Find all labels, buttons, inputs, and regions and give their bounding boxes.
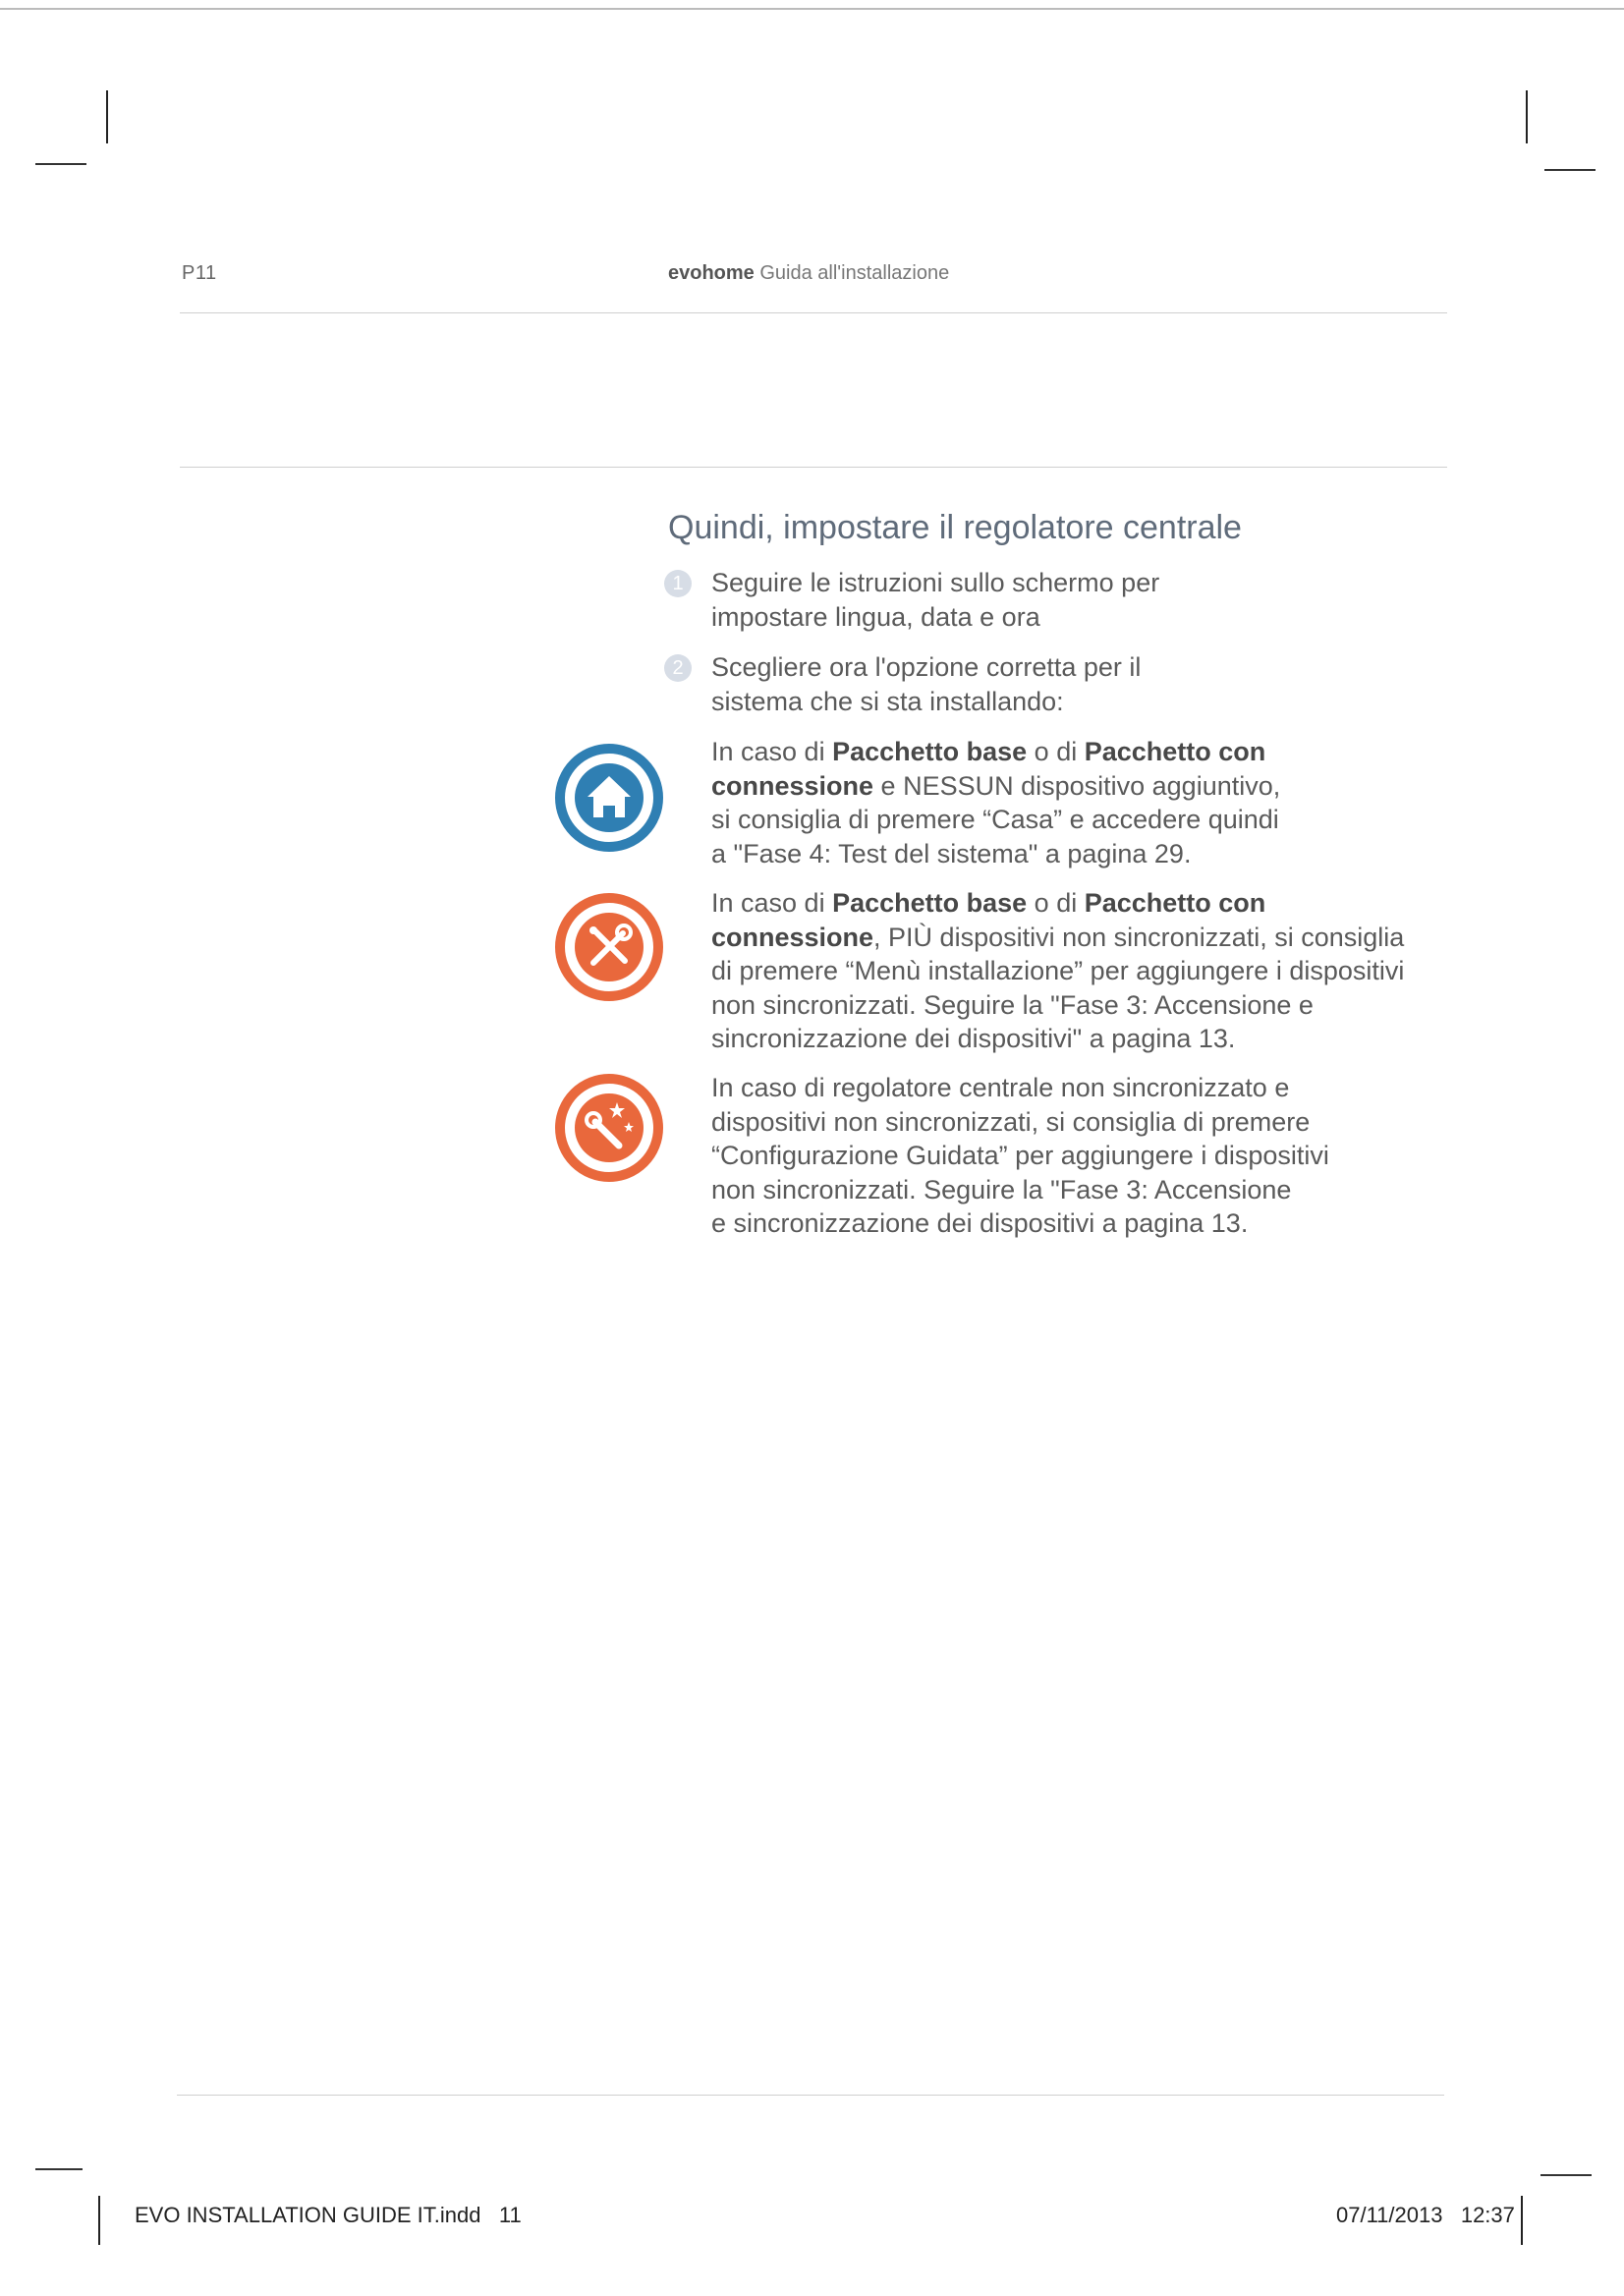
crop-mark-bottom-right-vertical bbox=[1521, 2196, 1523, 2245]
section-heading: Quindi, impostare il regolatore centrale bbox=[668, 509, 1242, 546]
running-header bbox=[668, 262, 949, 285]
crop-mark-bottom-left-horizontal bbox=[35, 2168, 83, 2170]
step-number-badge: 2 bbox=[664, 654, 692, 682]
step-2 bbox=[664, 650, 1214, 725]
date-slug: 07/11/2013 12:37 bbox=[1336, 2203, 1515, 2227]
step-text: Seguire le istruzioni sullo schermo per impostare lingua, data e ora bbox=[711, 568, 1160, 632]
step-1 bbox=[664, 566, 1214, 641]
home-icon bbox=[554, 743, 664, 853]
footer-rule bbox=[177, 2095, 1444, 2096]
guide-title: Guida all'installazione bbox=[759, 262, 950, 284]
crop-mark-top-left-horizontal bbox=[35, 163, 86, 165]
step-text: Scegliere ora l'opzione corretta per il sistema che si sta installando: bbox=[711, 652, 1142, 716]
magic-wrench-icon bbox=[554, 1073, 664, 1183]
top-scan-edge bbox=[0, 8, 1624, 10]
crop-mark-top-right-horizontal bbox=[1544, 169, 1596, 171]
crop-mark-top-right-vertical bbox=[1526, 90, 1528, 143]
section-rule bbox=[180, 467, 1447, 468]
option-guided-configuration-text: In caso di regolatore centrale non sincronizzato e dispositivi non sincronizzati, si consiglia di premere “Configurazione Guidata” per aggiungere i dispositivi non sincronizzati. Seguire la "Fase 3: Accensione e sincronizzazione dei dispositivi a pagina 13. bbox=[711, 1073, 1329, 1238]
header-rule bbox=[180, 312, 1447, 313]
option-installation-menu-text: In caso di Pacchetto base o di Pacchetto con connessione, PIÙ dispositivi non sincronizzati, si consiglia di premere “Menù installazione” per aggiungere i dispositivi non sincronizzati. Seguire la "Fase 3: Accensione e sincronizzazione dei dispositivi" a pagina 13. bbox=[711, 888, 1405, 1053]
option-home-text: In caso di Pacchetto base o di Pacchetto con connessione e NESSUN dispositivo aggiuntivo, si consiglia di premere “Casa” e accedere quindi a "Fase 4: Test del sistema" a pagina 29. bbox=[711, 737, 1281, 868]
crop-mark-bottom-right-horizontal bbox=[1540, 2174, 1592, 2176]
crop-mark-bottom-left-vertical bbox=[98, 2196, 100, 2245]
brand-name: evohome bbox=[668, 262, 755, 284]
wrench-screwdriver-icon bbox=[554, 892, 664, 1002]
crop-mark-top-left-vertical bbox=[106, 90, 108, 143]
file-slug: EVO INSTALLATION GUIDE IT.indd 11 bbox=[135, 2203, 522, 2227]
step-number-badge: 1 bbox=[664, 570, 692, 597]
page-number: P11 bbox=[182, 262, 217, 284]
